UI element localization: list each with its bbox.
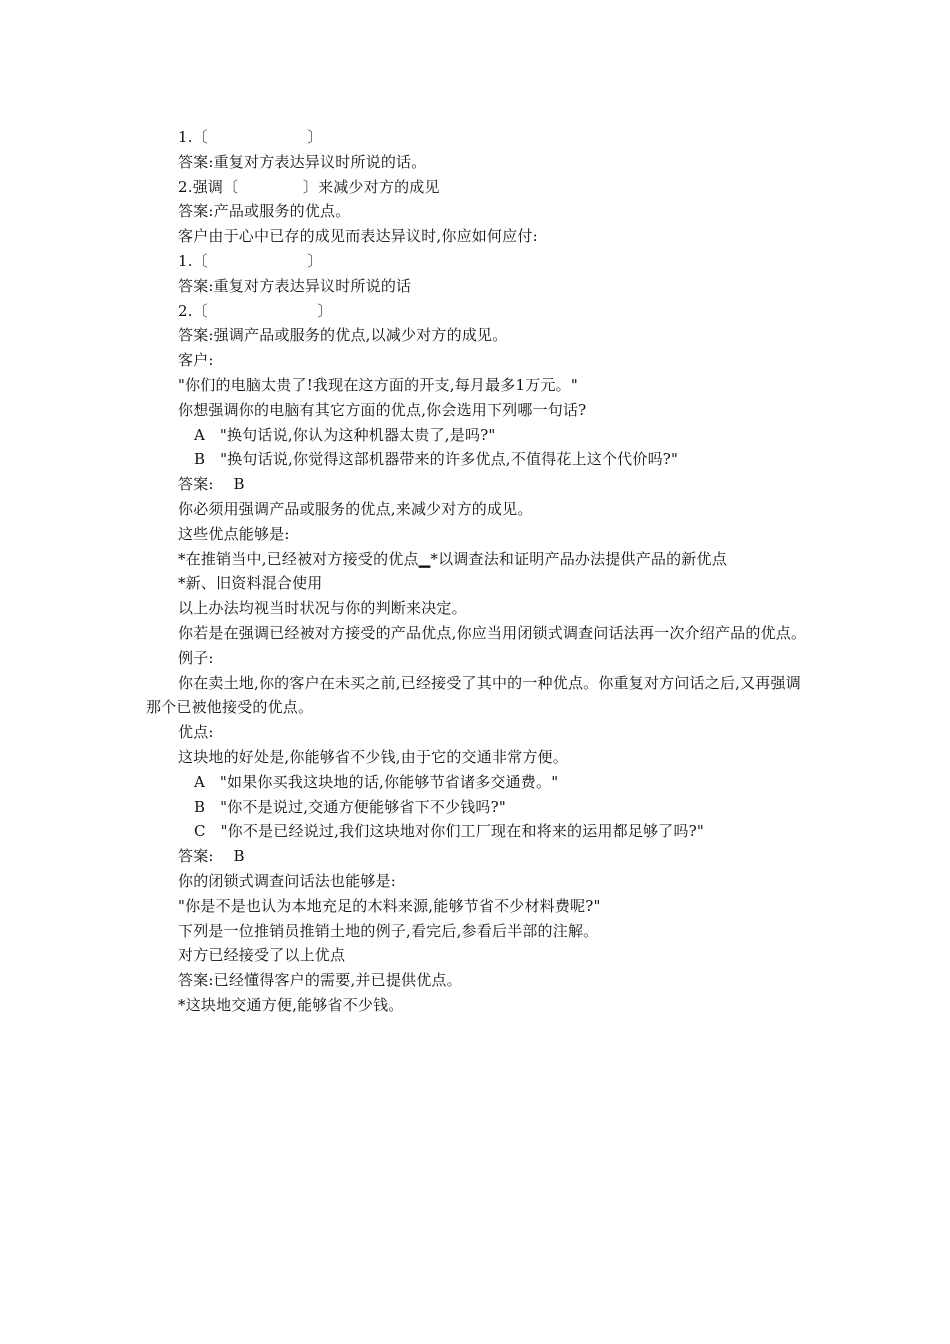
quote-line: "你是不是也认为本地充足的木料来源,能够节省不少材料费呢?" [178, 896, 601, 915]
paragraph-line: 你必须用强调产品或服务的优点,来减少对方的成见。 [178, 499, 533, 518]
paragraph-line: 这些优点能够是: [178, 524, 290, 543]
answer-line: 答案:强调产品或服务的优点,以减少对方的成见。 [178, 326, 508, 345]
speaker-label: 客户: [178, 351, 214, 370]
bullet-line: *新、旧资料混合使用 [178, 574, 323, 593]
paragraph: 你在卖土地,你的客户在未买之前,已经接受了其中的一种优点。你重复对方问话之后,又再强调那个已被他接受的优点。 [146, 673, 801, 717]
question-blank-1: 1.〔 〕 [178, 251, 323, 270]
question-blank-2: 2.强调〔 〕来减少对方的成见 [178, 177, 440, 196]
answer-line: 答案:重复对方表达异议时所说的话。 [178, 152, 427, 171]
example-label: 例子: [178, 648, 214, 667]
paragraph-line: 你的闭锁式调查问话法也能够是: [178, 871, 397, 890]
option-b: B "换句话说,你觉得这部机器带来的许多优点,不值得花上这个代价吗?" [194, 450, 679, 469]
paragraph-line: 这块地的好处是,你能够省不少钱,由于它的交通非常方便。 [178, 747, 568, 766]
option-a: A "如果你买我这块地的话,你能够节省诸多交通费。" [194, 772, 559, 791]
paragraph: 你若是在强调已经被对方接受的产品优点,你应当用闭锁式调查问话法再一次介绍产品的优点。 [178, 623, 807, 642]
paragraph-line: 下列是一位推销员推销土地的例子,看完后,参看后半部的注解。 [178, 921, 599, 940]
option-b: B "你不是说过,交通方便能够省下不少钱吗?" [194, 797, 506, 816]
paragraph-line: 以上办法均视当时状况与你的判断来决定。 [178, 599, 467, 618]
answer-line: 答案:产品或服务的优点。 [178, 202, 351, 221]
question-blank-1: 1.〔 〕 [178, 128, 323, 146]
question-text: 你想强调你的电脑有其它方面的优点,你会选用下列哪一句话? [178, 400, 587, 419]
answer-line: 答案:重复对方表达异议时所说的话 [178, 276, 412, 295]
paragraph-line: 对方已经接受了以上优点 [178, 946, 346, 965]
advantage-label: 优点: [178, 723, 214, 742]
customer-quote: "你们的电脑太贵了!我现在这方面的开支,每月最多1万元。" [178, 375, 578, 394]
option-c: C "你不是已经说过,我们这块地对你们工厂现在和将来的运用都足够了吗?" [194, 822, 704, 841]
bullet-line: *在推销当中,已经被对方接受的优点▁*以调查法和证明产品办法提供产品的新优点 [178, 549, 727, 568]
option-a: A "换句话说,你认为这种机器太贵了,是吗?" [194, 425, 496, 444]
answer-line: 答案: B [178, 475, 245, 494]
answer-line: 答案:已经懂得客户的需要,并已提供优点。 [178, 971, 462, 990]
bullet-line: *这块地交通方便,能够省不少钱。 [178, 995, 404, 1014]
question-blank-2: 2.〔 〕 [178, 301, 333, 320]
section-question: 客户由于心中已存的成见而表达异议时,你应如何应付: [178, 227, 538, 246]
answer-line: 答案: B [178, 847, 245, 866]
document-body [146, 125, 812, 1018]
